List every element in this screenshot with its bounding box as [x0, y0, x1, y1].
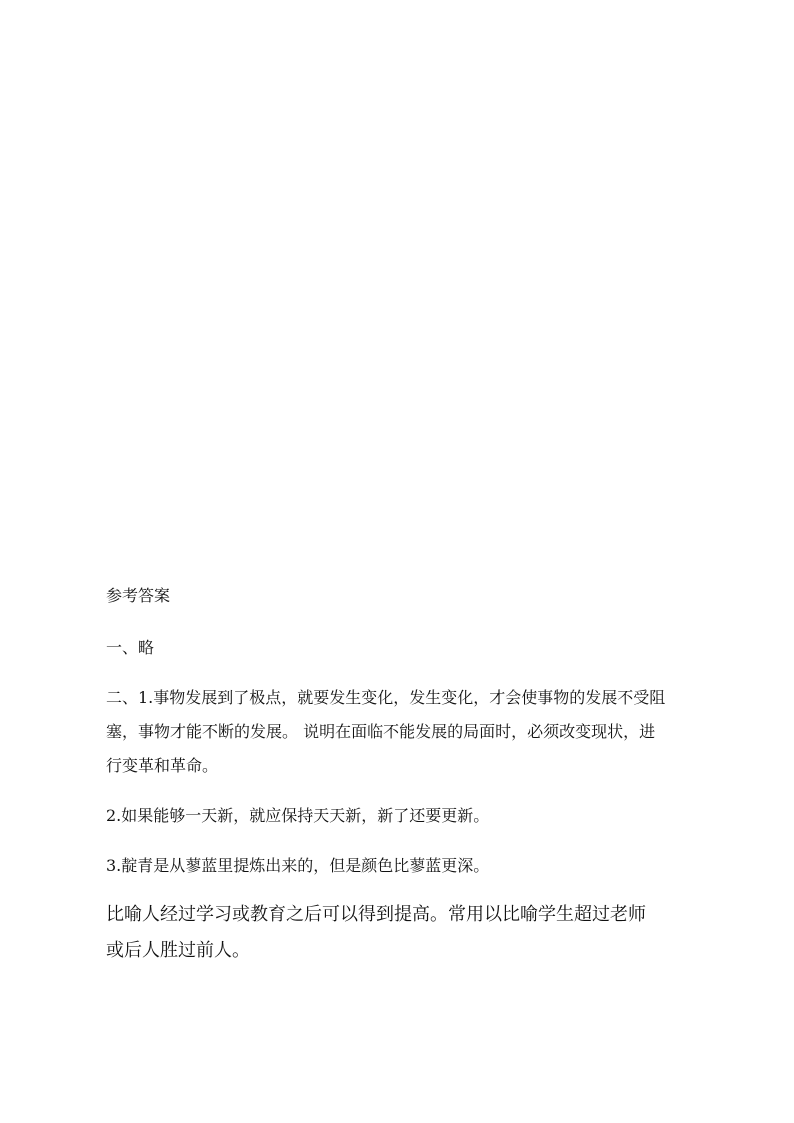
answer-item-3: 3.靛青是从蓼蓝里提炼出来的，但是颜色比蓼蓝更深。 — [106, 856, 490, 875]
answer-line: 二、1.事物发展到了极点，就要发生变化，发生变化，才会使事物的发展不受阻 — [106, 688, 666, 707]
answer-heading: 参考答案 — [106, 586, 171, 605]
answer-section — [106, 579, 676, 969]
answer-line: 行变革和革命。 — [106, 756, 219, 775]
answer-item-2: 2.如果能够一天新，就应保持天天新，新了还要更新。 — [106, 806, 490, 825]
explanation-line: 比喻人经过学习或教育之后可以得到提高。常用以比喻学生超过老师 — [106, 904, 646, 925]
answer-section-two — [106, 681, 676, 783]
answer-explanation — [106, 897, 676, 969]
answer-section-one: 一、略 — [106, 638, 155, 657]
explanation-line: 或后人胜过前人。 — [106, 940, 250, 961]
answer-line: 塞，事物才能不断的发展。 说明在面临不能发展的局面时，必须改变现状，进 — [106, 722, 656, 741]
